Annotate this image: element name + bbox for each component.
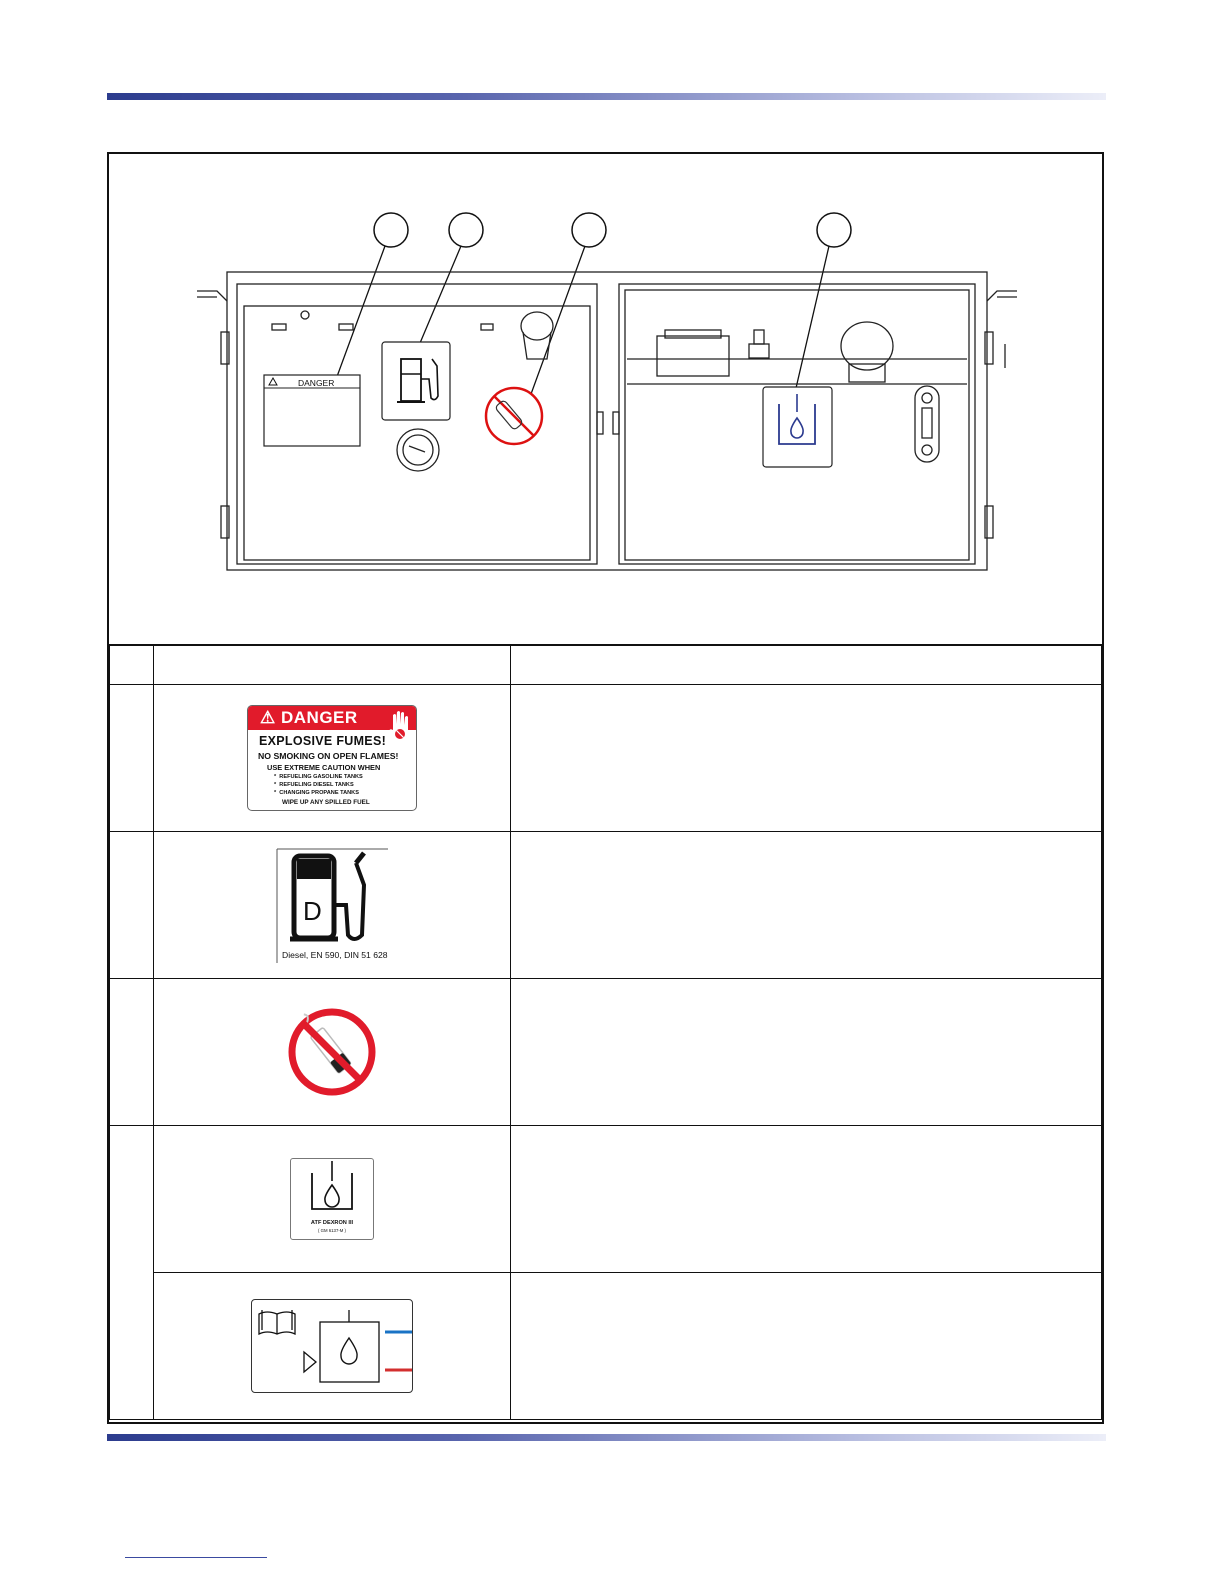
table-row [110, 1126, 1102, 1273]
figure-no-smoking-sign [486, 388, 542, 444]
decal-figure-frame [107, 152, 1104, 1424]
callout-circle-4 [817, 213, 851, 247]
oil-drop-icon [341, 1338, 357, 1364]
table-row [110, 1273, 1102, 1420]
row-number-cell [110, 685, 154, 832]
warning-triangle-icon: ⚠ [260, 708, 276, 727]
figure-danger-text: DANGER [298, 378, 335, 388]
row-number-cell [110, 979, 154, 1126]
atf-subcaption: ( GM 6137-M ) [318, 1228, 346, 1233]
callout-circle-3 [572, 213, 606, 247]
list-item: * REFUELING GASOLINE TANKS [274, 774, 363, 780]
fuel-pump-icon [276, 847, 388, 963]
list-item: * REFUELING DIESEL TANKS [274, 782, 354, 788]
description-cell [511, 832, 1102, 979]
row-number-cell [110, 832, 154, 979]
danger-header-text: DANGER [280, 708, 358, 727]
diesel-decal [276, 847, 388, 963]
diesel-caption: Diesel, EN 590, DIN 51 628 [282, 950, 388, 960]
atf-caption: ATF DEXRON III [310, 1220, 354, 1226]
callout-circle-1 [374, 213, 408, 247]
callout-circle-2 [449, 213, 483, 247]
danger-footer-text: WIPE UP ANY SPILLED FUEL [282, 799, 370, 806]
description-cell [511, 685, 1102, 832]
header-decal-cell [154, 645, 511, 685]
stop-hand-icon [388, 709, 412, 749]
danger-caution-text: USE EXTREME CAUTION WHEN [267, 763, 381, 772]
header-bar [107, 93, 1106, 100]
description-cell [511, 1273, 1102, 1420]
footer-link-underline [125, 1557, 267, 1558]
no-smoking-icon [287, 1007, 377, 1097]
header-item-cell [110, 645, 154, 685]
decal-cell-no-smoking [154, 979, 511, 1126]
diesel-letter: D [303, 896, 322, 926]
figure-oil-decal [763, 387, 832, 467]
oil-level-decal [251, 1299, 413, 1393]
header-description-cell [511, 645, 1102, 685]
table-header-row [110, 645, 1102, 685]
atf-decal [290, 1158, 374, 1240]
danger-decal [247, 705, 417, 811]
table-row [110, 685, 1102, 832]
manual-book-icon [259, 1310, 295, 1334]
danger-items-list [274, 773, 363, 797]
list-item: * CHANGING PROPANE TANKS [274, 790, 359, 796]
oil-reservoir-icon [291, 1159, 373, 1219]
table-row [110, 832, 1102, 979]
table-row [110, 979, 1102, 1126]
footer-bar [107, 1434, 1106, 1441]
figure-fuel-pump-decal [382, 342, 450, 420]
decal-cell-atf [154, 1126, 511, 1273]
decal-cell-danger [154, 685, 511, 832]
description-cell [511, 979, 1102, 1126]
danger-no-smoking-text: NO SMOKING ON OPEN FLAMES! [258, 751, 399, 761]
description-cell [511, 1126, 1102, 1273]
arrow-icon [304, 1352, 316, 1372]
decal-cell-diesel [154, 832, 511, 979]
decal-cell-oil-level [154, 1273, 511, 1420]
hydraulic-tank-drawing [109, 154, 1102, 644]
danger-explosive-text: EXPLOSIVE FUMES! [259, 734, 387, 748]
row-number-cell [110, 1126, 154, 1420]
decal-table [109, 644, 1102, 1420]
